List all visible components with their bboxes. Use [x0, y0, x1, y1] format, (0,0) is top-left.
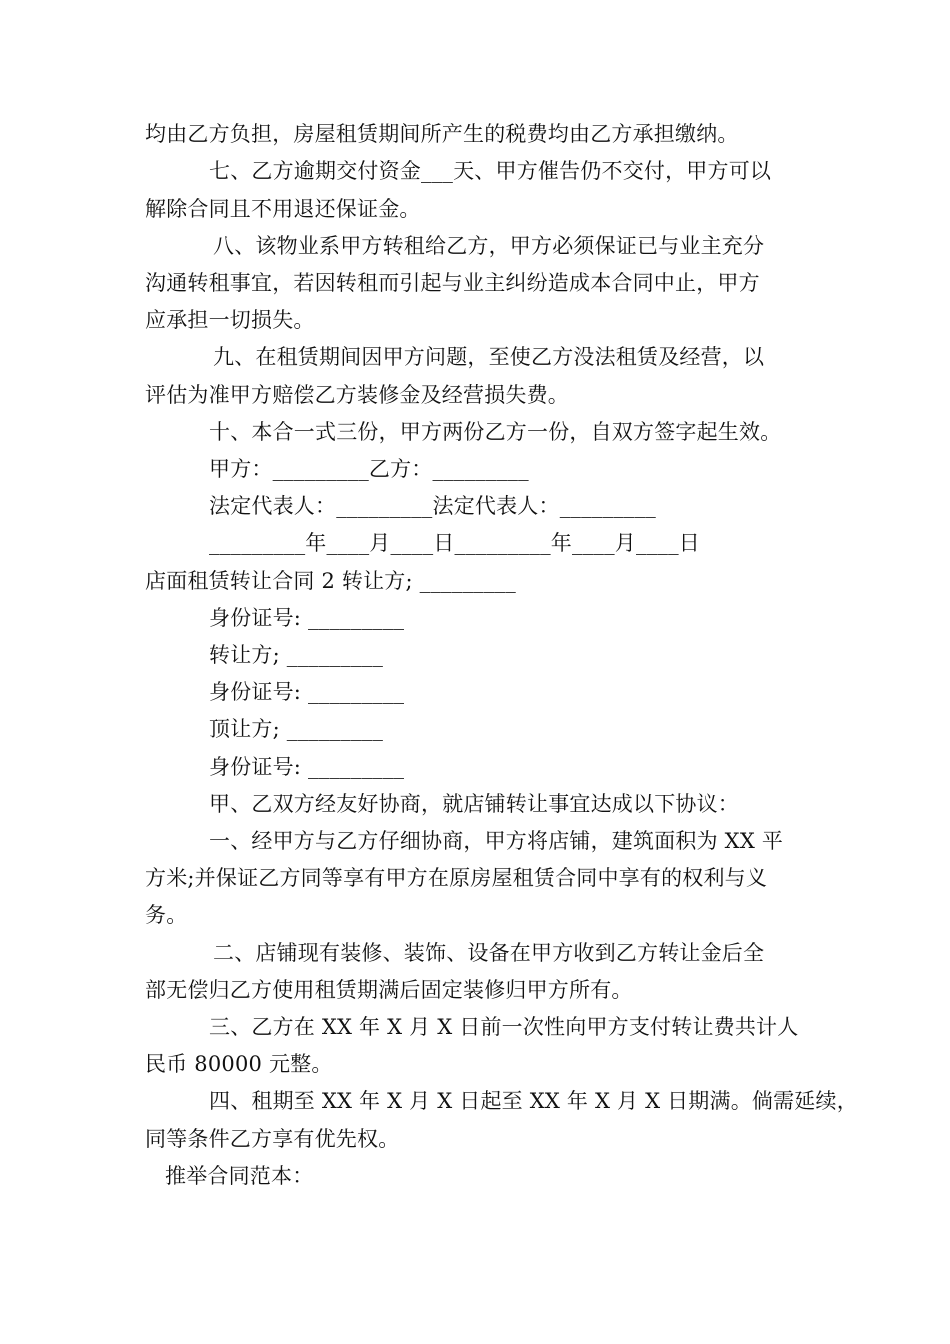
- clause-3-line: 三、乙方在 XX 年 X 月 X 日前一次性向甲方支付转让费共计人: [209, 1015, 799, 1039]
- agreement-intro-line: 甲、乙双方经友好协商，就店铺转让事宜达成以下协议：: [209, 792, 739, 816]
- clause-9-line: 九、在租赁期间因甲方问题，至使乙方没法租赁及经营，以: [213, 345, 765, 369]
- clause-7-line: 七、乙方逾期交付资金___天、甲方催告仍不交付，甲方可以: [209, 159, 772, 183]
- signature-parties-line: 甲方：_________乙方：_________: [209, 457, 529, 481]
- clause-2-line: 二、店铺现有装修、装饰、设备在甲方收到乙方转让金后全: [213, 941, 765, 965]
- date-line: _________年____月____日_________年____月____日: [209, 531, 700, 555]
- paragraph-line: 部无偿归乙方使用租赁期满后固定装修归甲方所有。: [145, 978, 633, 1002]
- id-number-line: 身份证号: _________: [209, 606, 405, 630]
- paragraph-line: 方米;并保证乙方同等享有甲方在原房屋租赁合同中享有的权利与义: [145, 866, 768, 890]
- contract-title-line: 店面租赁转让合同 2 转让方; _________: [145, 569, 516, 593]
- paragraph-line: 解除合同且不用退还保证金。: [145, 197, 421, 221]
- clause-4-line: 四、租期至 XX 年 X 月 X 日起至 XX 年 X 月 X 日期满。倘需延续，: [209, 1089, 858, 1113]
- clause-10-line: 十、本合一式三份，甲方两份乙方一份，自双方签字起生效。: [209, 420, 782, 444]
- legal-representative-line: 法定代表人：_________法定代表人：_________: [209, 494, 656, 518]
- paragraph-line: 均由乙方负担，房屋租赁期间所产生的税费均由乙方承担缴纳。: [145, 122, 739, 146]
- id-number-line: 身份证号: _________: [209, 755, 405, 779]
- paragraph-line: 评估为准甲方赔偿乙方装修金及经营损失费。: [145, 383, 569, 407]
- transferor-line: 转让方; _________: [209, 643, 384, 667]
- clause-8-line: 八、该物业系甲方转租给乙方，甲方必须保证已与业主充分: [213, 234, 765, 258]
- clause-1-line: 一、经甲方与乙方仔细协商，甲方将店铺，建筑面积为 XX 平: [209, 829, 784, 853]
- paragraph-line: 同等条件乙方享有优先权。: [145, 1127, 400, 1151]
- recommended-templates-line: 推举合同范本：: [165, 1164, 314, 1188]
- paragraph-line: 民币 80000 元整。: [145, 1052, 333, 1076]
- paragraph-line: 务。: [145, 903, 188, 927]
- transferee-line: 顶让方; _________: [209, 717, 384, 741]
- paragraph-line: 应承担一切损失。: [145, 308, 315, 332]
- id-number-line: 身份证号: _________: [209, 680, 405, 704]
- paragraph-line: 沟通转租事宜，若因转租而引起与业主纠纷造成本合同中止，甲方: [145, 271, 760, 295]
